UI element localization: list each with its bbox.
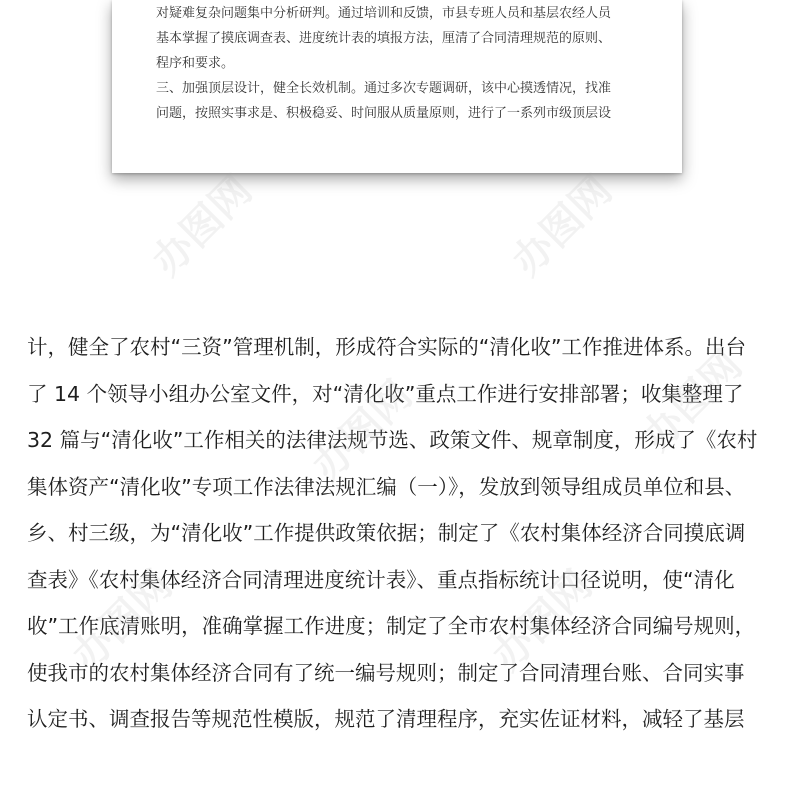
body-line: 使我市的农村集体经济合同有了统一编号规则；制定了合同清理台账、合同实事: [27, 660, 745, 685]
body-line: 查表》《农村集体经济合同清理进度统计表》、重点指标统计口径说明，使“清化: [27, 567, 735, 592]
card-line: 对疑难复杂问题集中分析研判。通过培训和反馈，市县专班人员和基层农经人员: [156, 6, 612, 21]
body-line: 32 篇与“清化收”工作相关的法律法规节选、政策文件、规章制度，形成了《农村: [27, 428, 758, 452]
watermark: 办图网: [483, 562, 602, 680]
page-preview-card: [112, 0, 682, 173]
body-line: 乡、村三级，为“清化收”工作提供政策依据；制定了《农村集体经济合同摸底调: [27, 521, 746, 545]
watermark: 办图网: [503, 167, 622, 285]
card-line: 三、加强顶层设计，健全长效机制。通过多次专题调研，该中心摸透情况，找准: [156, 81, 612, 96]
watermark: 办图网: [633, 342, 752, 460]
card-line: 基本掌握了摸底调查表、进度统计表的填报方法，厘清了合同清理规范的原则、: [156, 31, 612, 46]
body-line: 计，健全了农村“三资”管理机制，形成符合实际的“清化收”工作推进体系。出台: [27, 335, 746, 359]
watermark: 办图网: [63, 562, 182, 680]
watermark: 办图网: [143, 167, 262, 285]
document-body: [27, 324, 787, 743]
body-line: 集体资产“清化收”专项工作法律法规汇编（一）》，发放到领导组成员单位和县、: [27, 474, 746, 499]
body-line: 了 14 个领导小组办公室文件，对“清化收”重点工作进行安排部署；收集整理了: [27, 381, 744, 406]
body-line: 收”工作底清账明，准确掌握工作进度；制定了全市农村集体经济合同编号规则，: [27, 614, 756, 638]
card-line: 问题，按照实事求是、积极稳妥、时间服从质量原则，进行了一系列市级顶层设: [156, 106, 612, 121]
watermark: 办图网: [303, 372, 422, 490]
card-line: 程序和要求。: [156, 56, 235, 71]
body-line: 认定书、调查报告等规范性模版，规范了清理程序，充实佐证材料，减轻了基层: [27, 707, 745, 731]
